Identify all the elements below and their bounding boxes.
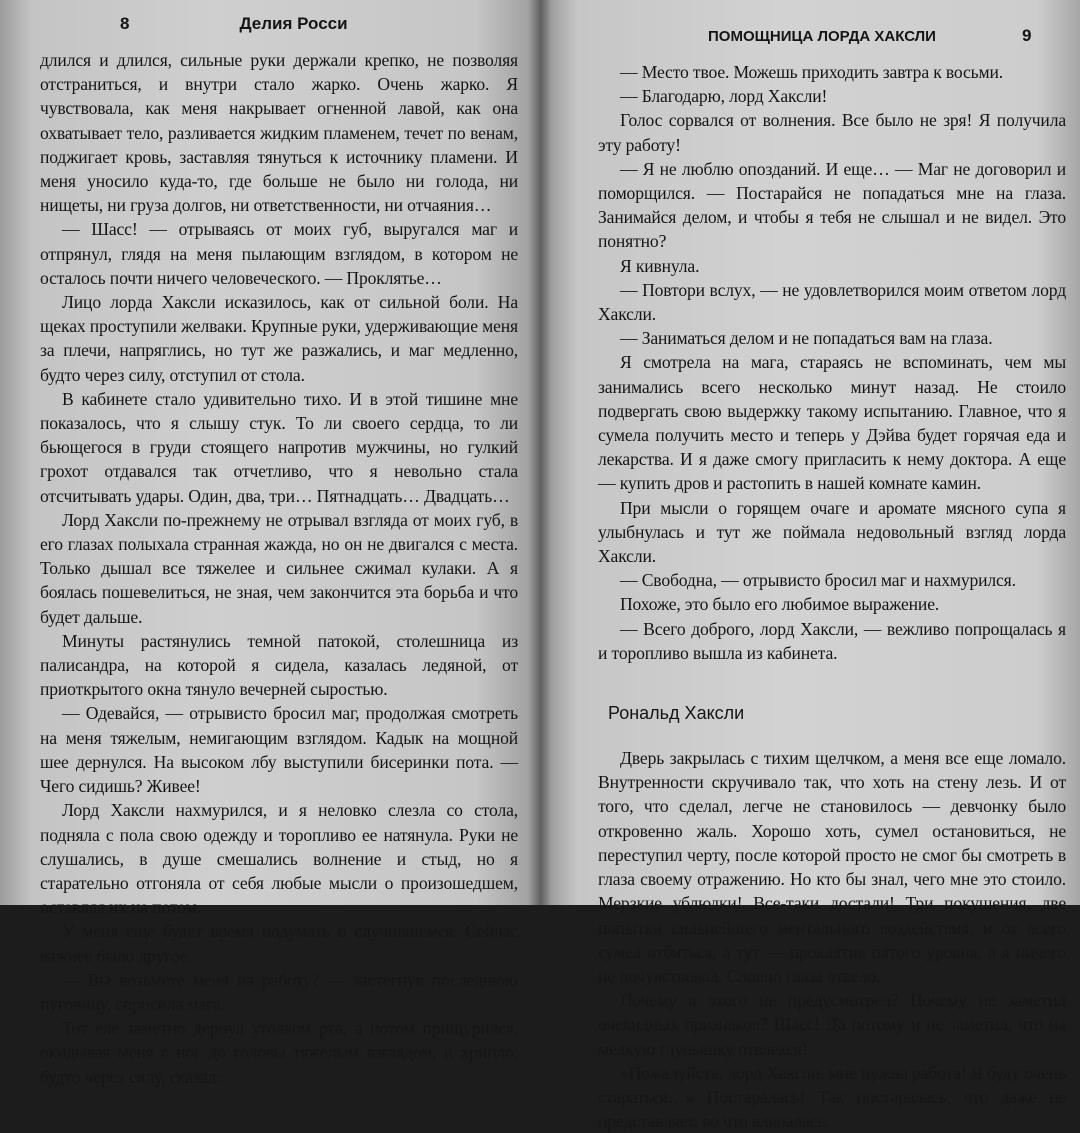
paragraph: Лорд Хаксли нахмурился, и я неловко слезла со стола, подняла с пола свою одежду и торопливо ее натянула. Руки не слушались, в душе смешались волнение и стыд, но я старательно отгоняла от себя любые мысли о произошедшем, оставляя их на потом. [40, 800, 518, 918]
paragraph: — Заниматься делом и не попадаться вам на глаза. [620, 328, 993, 349]
paragraph: — Повтори вслух, — не удовлетворился моим ответом лорд Хаксли. [598, 279, 1066, 325]
paragraph: У меня еще будет время подумать о случившемся. Сейчас важнее было другое. [40, 921, 518, 966]
paragraph: — Я не люблю опозданий. И еще… — Маг не договорил и поморщился. — Постарайся не попадаться мне на глаза. Занимайся делом, и чтобы я тебя не слышал и не видел. Это понятно? [598, 158, 1066, 252]
right-page-header [598, 26, 1066, 46]
right-page-number: 9 [1021, 26, 1032, 45]
right-running-title: ПОМОЩНИЦА ЛОРДА ХАКСЛИ [708, 28, 936, 45]
paragraph: Минуты растянулись темной патокой, столешница из палисандра, на которой я сидела, казалась ледяной, от приоткрытого окна тянуло вечерней сыростью. [40, 630, 518, 700]
left-page-number: 8 [120, 14, 130, 33]
paragraph: Тот еле заметно дернул уголком рта, а потом прищурился, окидывая меня с ног до головы тяжелым взглядом, и хрипло, будто через силу, сказал: [40, 1018, 518, 1087]
left-page-header [40, 14, 518, 34]
section-title: Рональд Хаксли [608, 703, 745, 724]
paragraph: — Место твое. Можешь приходить завтра к восьми. [620, 62, 1004, 82]
paragraph: Голос сорвался от волнения. Все было не зря! Я получила эту работу! [598, 110, 1066, 155]
right-page [540, 0, 1080, 1132]
paragraph: Лорд Хаксли по-прежнему не отрывал взгляда от моих губ, в его глазах полыхала странная жажда, но он не двигался с места. Только дышал все тяжелее и сильнее сжимал кулаки. А я боялась пошевелиться, не зная, чем закончится эта борьба и что будет дальше. [40, 509, 518, 627]
paragraph: — Всего доброго, лорд Хаксли, — вежливо попрощалась я и торопливо вышла из кабинета. [598, 618, 1066, 663]
paragraph: Похоже, это было его любимое выражение. [620, 594, 940, 615]
paragraph: длился и длился, сильные руки держали крепко, не позволяя отстраниться, и внутри стало жарко. Очень жарко. Я чувствовала, как меня накрывает огненной лавой, как она охватывает тело, разливается жидким пламенем, течет по венам, поджигает кровь, заставляя тянуться к источнику пламени. И меня уносило куда-то, где больше не было ни голода, ни нищеты, ни груза долгов, ни ответственности, ни отчаяния… [40, 50, 518, 216]
left-page-text [40, 48, 518, 1089]
paragraph: При мысли о горящем очаге и аромате мясного супа я улыбнулась и тут же поймала недовольный взгляд лорда Хаксли. [598, 497, 1066, 567]
paragraph: Я кивнула. [620, 255, 700, 276]
left-running-title: Делия Росси [239, 14, 348, 33]
paragraph: — Одевайся, — отрывисто бросил маг, продолжая смотреть на меня тяжелым, немигающим взглядом. Кадык на мощной шее дернулся. На высоком лбу выступили бисеринки пота. — Чего сидишь? Живее! [40, 703, 518, 797]
paragraph: Почему я этого не предусмотрел? Почему не заметил очевидных признаков? Шасс! Да потому и не заметил, что на мелкую глупышку отвлекся! [598, 990, 1066, 1059]
paragraph: В кабинете стало удивительно тихо. И в этой тишине мне показалось, что я слышу стук. То ли своего сердца, то ли бьющегося в груди стоящего напротив мужчины, но гулкий грохот отдавался так отчетливо, что я невольно стала отсчитывать удары. Один, два, три… Пятнадцать… Двадцать… [40, 388, 518, 506]
paragraph: Лицо лорда Хаксли исказилось, как от сильной боли. На щеках проступили желваки. Крупные руки, удерживающие меня за плечи, напряглись, но тут же разжались, и маг медленно, будто через силу, отступил от стола. [40, 292, 518, 385]
paragraph: «Пожалуйста, лорд Хаксли, мне нужна работа! Я буду очень стараться…» Постаралась! Так постаралась, что даже не представляет, во что вляпалась. [598, 1062, 1066, 1132]
paragraph: Я смотрела на мага, стараясь не вспоминать, чем мы занимались всего несколько минут назад. Не стоило подвергать свою выдержку такому испытанию. Главное, что я сумела получить место и теперь у Дэйва будет горячая еда и лекарства. И я даже смогу пригласить к нему доктора. А еще — купить дров и растопить в нашей комнате камин. [598, 352, 1066, 494]
paragraph: — Благодарю, лорд Хаксли! [620, 86, 828, 107]
paragraph: — Шасс! — отрываясь от моих губ, выругался маг и отпрянул, глядя на меня пылающим взглядом, в котором не осталось почти ничего человеческого. — Проклятье… [40, 219, 518, 288]
paragraph: — Вы возьмете меня на работу? — застегнув последнюю пуговицу, спросила мага. [40, 969, 518, 1014]
right-page-text [598, 60, 1066, 1133]
paragraph: — Свободна, — отрывисто бросил маг и нахмурился. [620, 570, 1016, 591]
left-page [0, 0, 540, 1087]
paragraph: Дверь закрылась с тихим щелчком, а меня все еще ломало. Внутренности скручивало так, что хоть на стену лезь. И от того, что сделал, легче не становилось — девчонку было откровенно жаль. Хорошо хоть, сумел остановиться, не переступил черту, после которой просто не смог бы смотреть в глаза своему отражению. Но кто бы знал, чего мне это стоило. Мерзкие ублюдки! Все-таки достали! Три покушения, две попытки сильнейшего ментального воздействия, и от всего сумел отбиться, а тут — проклятие пятого уровня, а я ничего не почувствовал. Словно глаза отвело. [598, 748, 1066, 986]
